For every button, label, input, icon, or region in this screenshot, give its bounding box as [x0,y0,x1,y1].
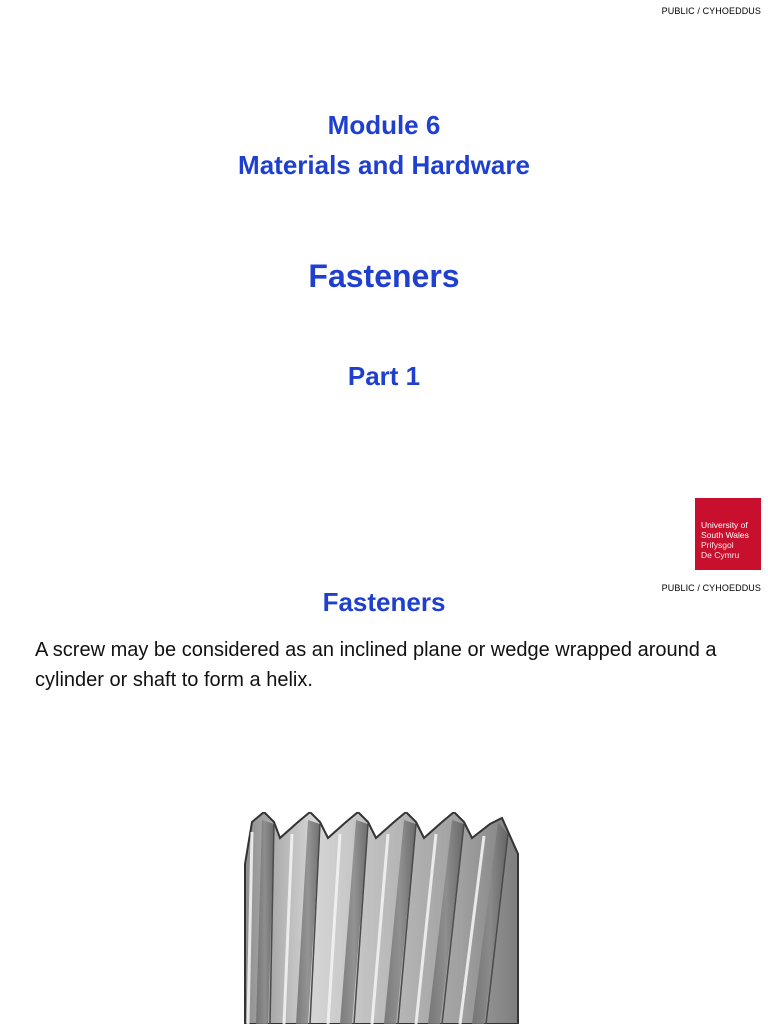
content-slide [0,576,768,1024]
classification-label: PUBLIC / CYHOEDDUS [661,583,761,593]
threaded-screw-illustration [240,812,526,1024]
body-text: A screw may be considered as an inclined plane or wedge wrapped around a cylinder or shaft to form a helix. [35,639,717,691]
classification-label: PUBLIC / CYHOEDDUS [661,6,761,16]
slide-title: Fasteners [308,258,460,294]
module-subtitle: Materials and Hardware [238,150,530,180]
logo-line: De Cymru [701,550,740,560]
logo-line: University of [701,520,748,530]
part-label: Part 1 [347,361,421,391]
slide-title: Fasteners [322,587,446,617]
logo-line: Prifysgol [701,540,734,550]
university-logo [695,498,761,570]
logo-line: South Wales [701,530,749,540]
module-heading: Module 6 [327,110,441,140]
